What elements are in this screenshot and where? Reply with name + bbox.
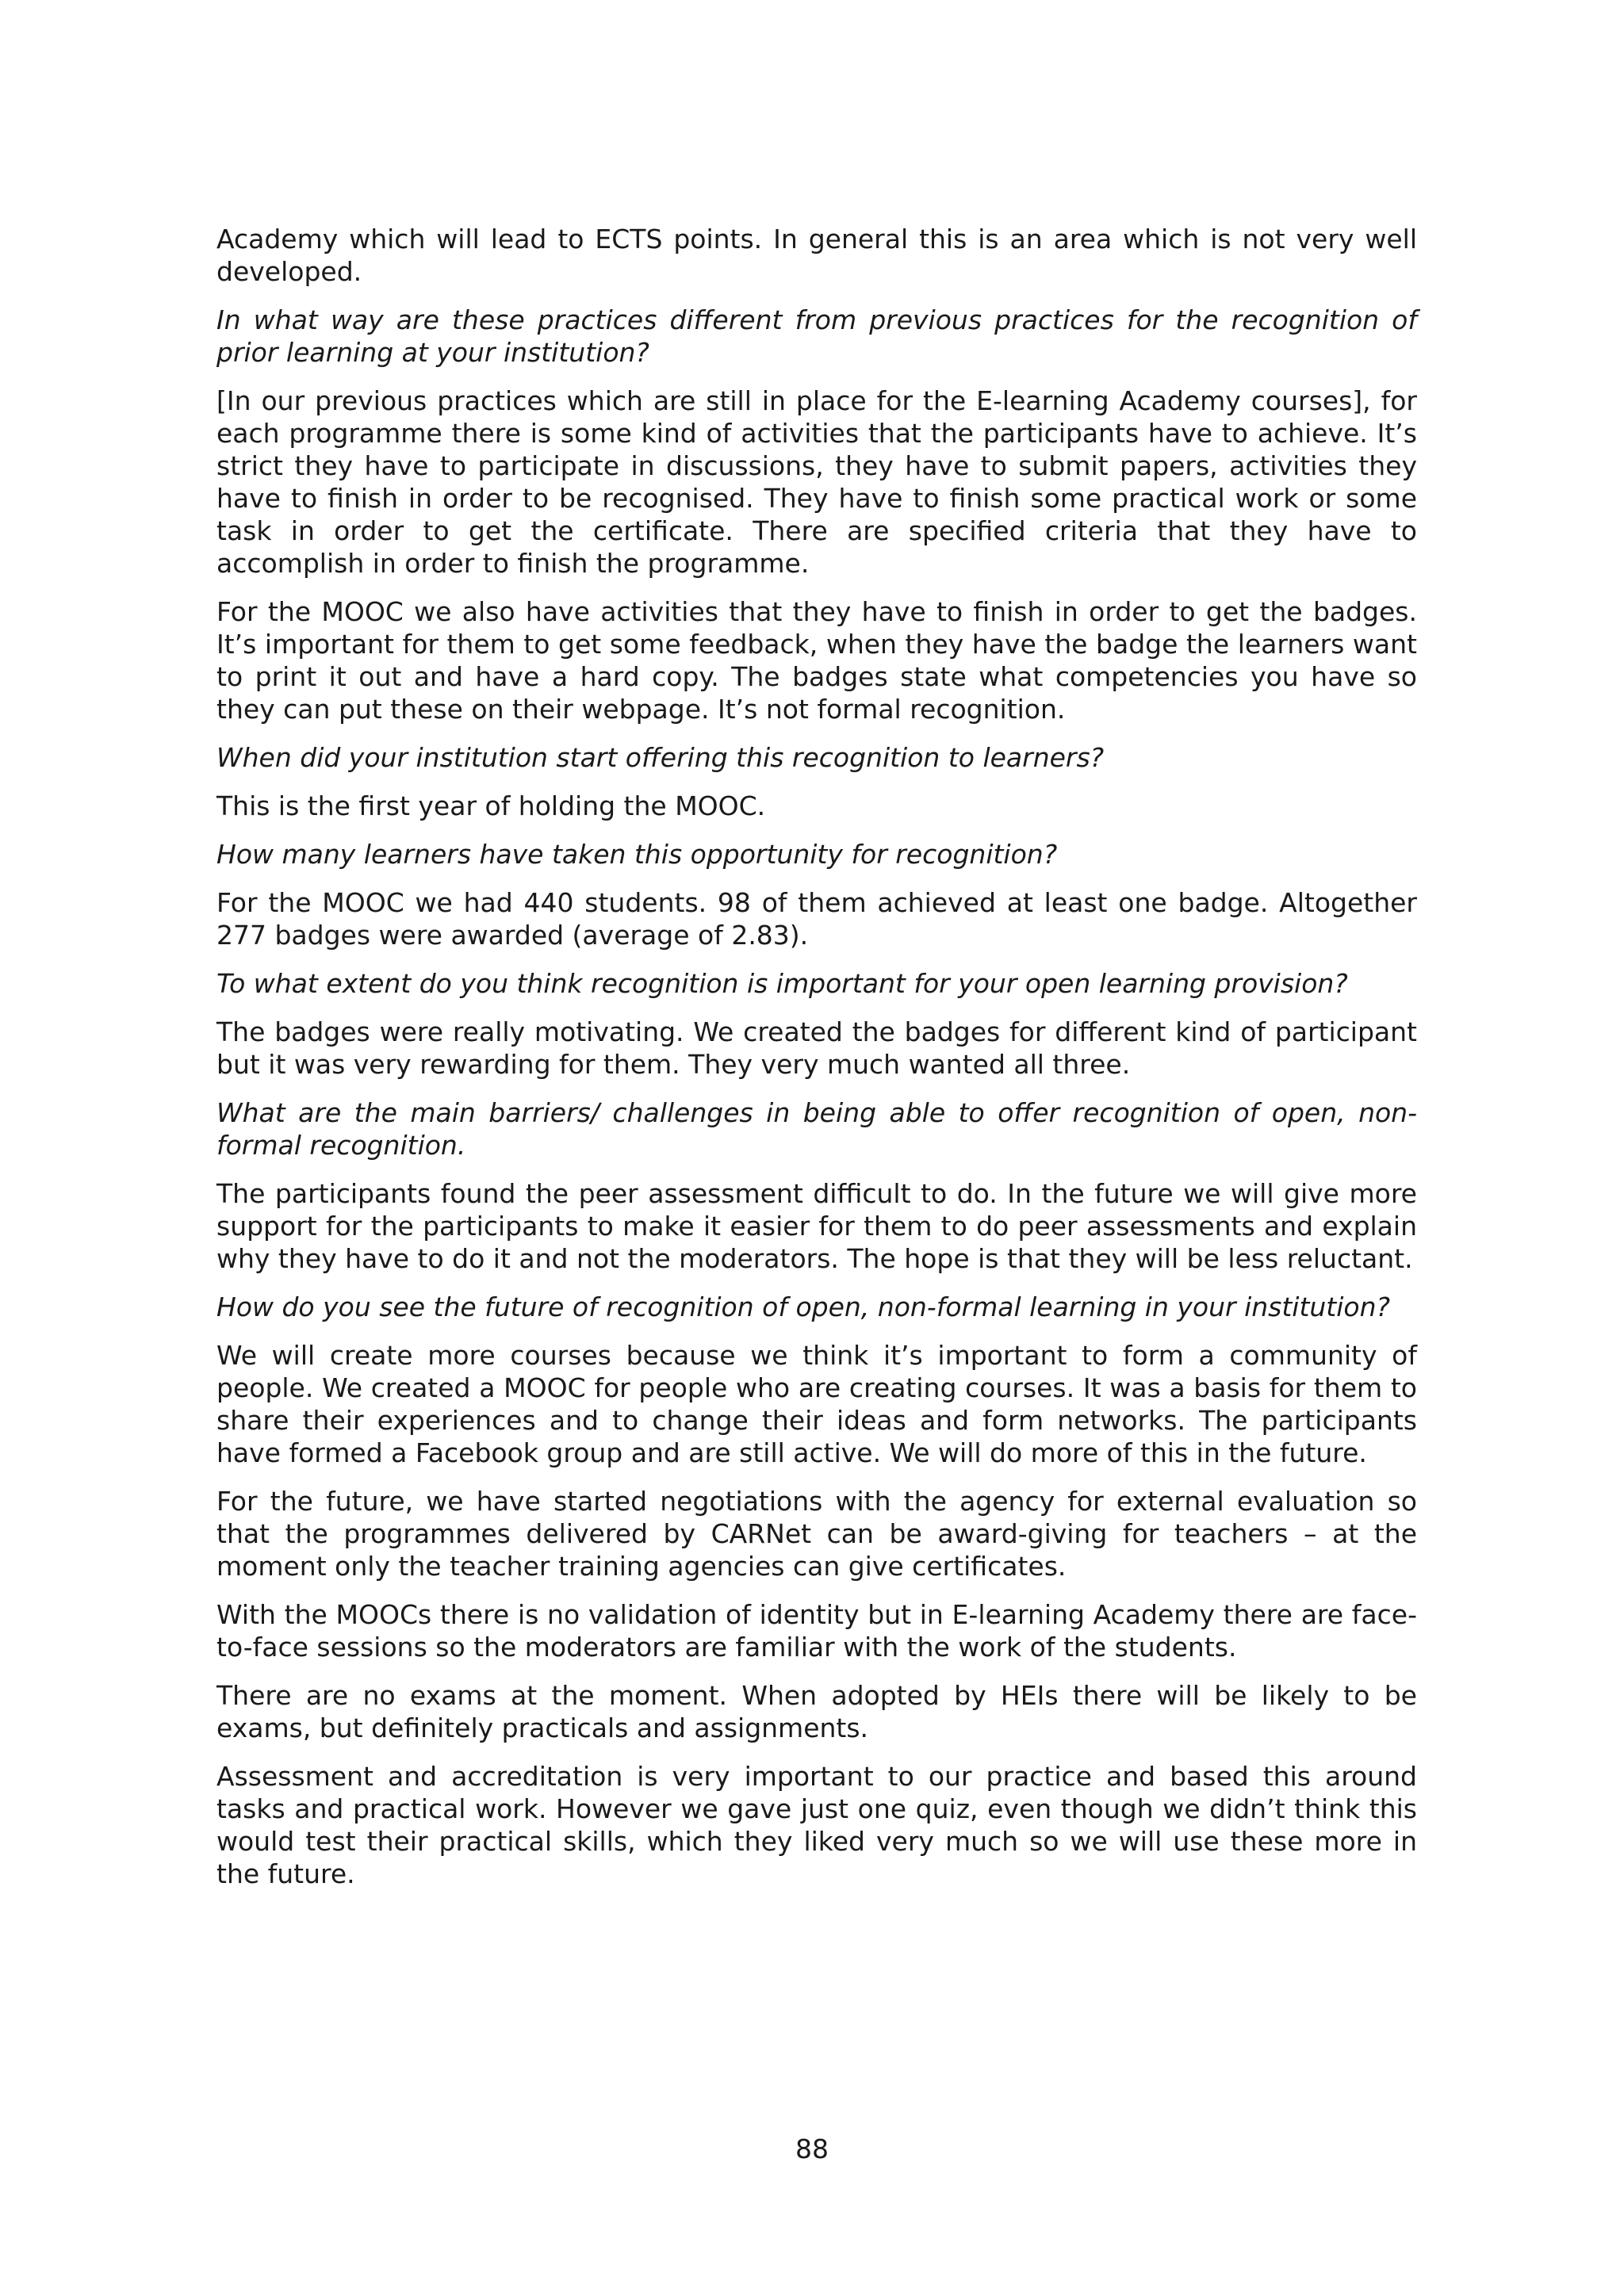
answer-paragraph: We will create more courses because we think it’s important to form a community of people. We created a MOOC for people who are creating courses. It was a basis for them to share their experiences and to change their ideas and form networks. The participants have formed a Facebook group and are still active. We will do more of this in the future. bbox=[216, 1340, 1417, 1468]
answer-paragraph: There are no exams at the moment. When adopted by HEIs there will be likely to be exams, but definitely practicals and assignments. bbox=[216, 1680, 1417, 1743]
page-number: 88 bbox=[795, 2133, 829, 2164]
page-body bbox=[216, 223, 1417, 1906]
answer-paragraph: For the future, we have started negotiations with the agency for external evaluation so that the programmes delivered by CARNet can be award-giving for teachers – at the moment only the teacher training agencies can give certificates. bbox=[216, 1486, 1417, 1582]
interview-question: To what extent do you think recognition is important for your open learning provision? bbox=[216, 968, 1348, 999]
answer-paragraph: The badges were really motivating. We created the badges for different kind of participant but it was very rewarding for them. They very much wanted all three. bbox=[216, 1016, 1417, 1080]
answer-paragraph: [In our previous practices which are still in place for the E-learning Academy courses], for each programme there is some kind of activities that the participants have to achieve. It’s strict they have to participate in discussions, they have to submit papers, activities they have to finish in order to be recognised. They have to finish some practical work or some task in order to get the certificate. There are specified criteria that they have to accomplish in order to finish the programme. bbox=[216, 385, 1417, 579]
interview-question: When did your institution start offering this recognition to learners? bbox=[216, 742, 1105, 773]
interview-question: How many learners have taken this opportunity for recognition? bbox=[216, 839, 1058, 870]
interview-question: In what way are these practices different from previous practices for the recognition of prior learning at your institution? bbox=[216, 304, 1417, 368]
answer-paragraph: The participants found the peer assessment difficult to do. In the future we will give more support for the participants to make it easier for them to do peer assessments and explain why they have to do it and not the moderators. The hope is that they will be less reluctant. bbox=[216, 1178, 1417, 1274]
answer-paragraph: Assessment and accreditation is very important to our practice and based this around tasks and practical work. However we gave just one quiz, even though we didn’t think this would test their practical skills, which they liked very much so we will use these more in the future. bbox=[216, 1761, 1417, 1889]
answer-paragraph: With the MOOCs there is no validation of identity but in E-learning Academy there are face-to-face sessions so the moderators are familiar with the work of the students. bbox=[216, 1599, 1417, 1663]
interview-question: How do you see the future of recognition of open, non-formal learning in your institution? bbox=[216, 1292, 1391, 1322]
interview-question: What are the main barriers/ challenges in being able to offer recognition of open, non-formal recognition. bbox=[216, 1097, 1417, 1161]
answer-paragraph: Academy which will lead to ECTS points. In general this is an area which is not very well developed. bbox=[216, 224, 1417, 287]
answer-paragraph: This is the first year of holding the MOOC. bbox=[216, 790, 766, 821]
answer-paragraph: For the MOOC we also have activities that they have to finish in order to get the badges. It’s important for them to get some feedback, when they have the badge the learners want to print it out and have a hard copy. The badges state what competencies you have so they can put these on their webpage. It’s not formal recognition. bbox=[216, 596, 1417, 725]
answer-paragraph: For the MOOC we had 440 students. 98 of them achieved at least one badge. Altogether 277 badges were awarded (average of 2.83). bbox=[216, 887, 1417, 951]
